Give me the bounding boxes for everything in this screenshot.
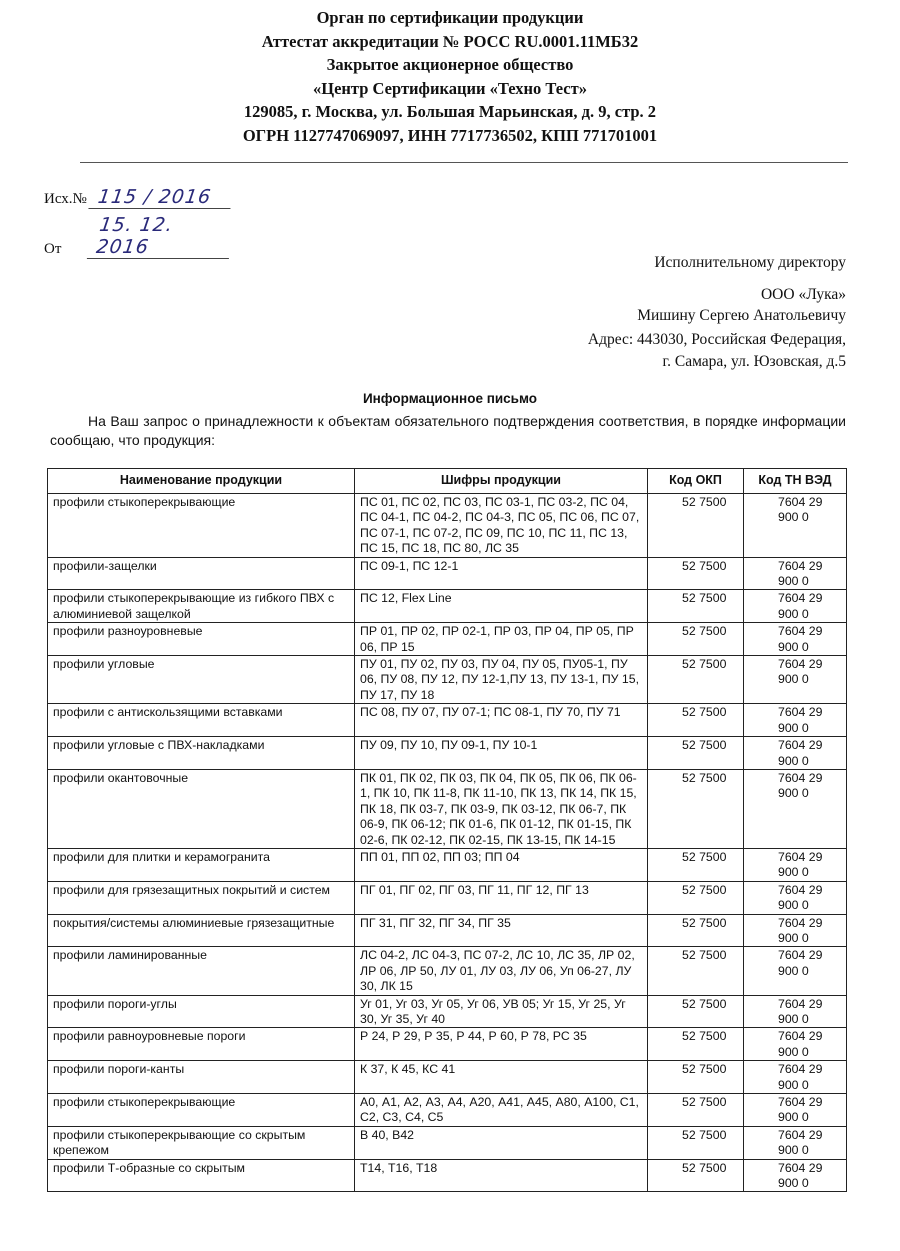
product-name-cell: профили пороги-углы <box>48 995 355 1028</box>
product-name-cell: профили угловые <box>48 656 355 704</box>
product-codes-cell: ПК 01, ПК 02, ПК 03, ПК 04, ПК 05, ПК 06, ПК 06-1, ПК 10, ПК 11-8, ПК 11-10, ПК 13, ПК 14, ПК 15, ПК 18, ПК 03-7, ПК 03-9, ПК 03-12, ПК 06-7, ПК 06-9, ПК 06-12; ПК 01-6, ПК 01-12, ПК 01-15, ПК 02-6, ПК 02-12, ПК 02-15, ПК 13-15, ПК 14-15 <box>355 769 648 848</box>
tnved-code-cell: 7604 29 900 0 <box>744 1061 847 1094</box>
okp-code-cell: 52 7500 <box>648 1159 744 1192</box>
letterhead-line: Аттестат аккредитации № РОСС RU.0001.11МБ32 <box>261 31 639 51</box>
product-codes-cell: Т14, Т16, Т18 <box>355 1159 648 1192</box>
okp-code-cell: 52 7500 <box>648 737 744 770</box>
column-header: Код ОКП <box>648 469 744 494</box>
product-codes-cell: ПУ 01, ПУ 02, ПУ 03, ПУ 04, ПУ 05, ПУ05-1, ПУ 06, ПУ 08, ПУ 12, ПУ 12-1,ПУ 13, ПУ 13-1, ПУ 15, ПУ 17, ПУ 18 <box>355 656 648 704</box>
product-name-cell: профили для грязезащитных покрытий и систем <box>48 881 355 914</box>
tnved-code-cell: 7604 29 900 0 <box>744 881 847 914</box>
okp-code-cell: 52 7500 <box>648 1028 744 1061</box>
product-name-cell: профили окантовочные <box>48 769 355 848</box>
product-codes-cell: В 40, В42 <box>355 1126 648 1159</box>
product-name-cell: профили стыкоперекрывающие из гибкого ПВХ с алюминиевой защелкой <box>48 590 355 623</box>
tnved-code-cell: 7604 29 900 0 <box>744 1126 847 1159</box>
product-name-cell: профили стыкоперекрывающие со скрытым крепежом <box>48 1126 355 1159</box>
okp-code-cell: 52 7500 <box>648 848 744 881</box>
tnved-code-cell: 7604 29 900 0 <box>744 557 847 590</box>
table-header-row <box>48 469 847 494</box>
tnved-code-cell: 7604 29 900 0 <box>744 995 847 1028</box>
okp-code-cell: 52 7500 <box>648 557 744 590</box>
table-row <box>48 737 847 770</box>
column-header: Шифры продукции <box>355 469 648 494</box>
product-codes-cell: ПУ 09, ПУ 10, ПУ 09-1, ПУ 10-1 <box>355 737 648 770</box>
okp-code-cell: 52 7500 <box>648 1126 744 1159</box>
table-row <box>48 848 847 881</box>
letterhead <box>0 6 900 147</box>
outgoing-number-value: 115 / 2016 <box>88 186 233 209</box>
tnved-code-cell: 7604 29 900 0 <box>744 656 847 704</box>
letterhead-line: ОГРН 1127747069097, ИНН 7717736502, КПП 771701001 <box>242 125 658 145</box>
product-name-cell: профили пороги-канты <box>48 1061 355 1094</box>
table-row <box>48 1126 847 1159</box>
outgoing-date-value: 15. 12. 2016 <box>87 214 235 259</box>
product-codes-cell: ПГ 01, ПГ 02, ПГ 03, ПГ 11, ПГ 12, ПГ 13 <box>355 881 648 914</box>
product-codes-cell: Уг 01, Уг 03, Уг 05, Уг 06, УВ 05; Уг 15, Уг 25, Уг 30, Уг 35, Уг 40 <box>355 995 648 1028</box>
products-table <box>47 468 847 1192</box>
table-row <box>48 995 847 1028</box>
table-row <box>48 947 847 995</box>
table-row <box>48 769 847 848</box>
product-codes-cell: ПС 12, Flex Line <box>355 590 648 623</box>
okp-code-cell: 52 7500 <box>648 1094 744 1127</box>
recipient-position: Исполнительному директору <box>654 254 846 271</box>
table-row <box>48 557 847 590</box>
okp-code-cell: 52 7500 <box>648 704 744 737</box>
column-header: Наименование продукции <box>48 469 355 494</box>
product-name-cell: профили стыкоперекрывающие <box>48 1094 355 1127</box>
product-codes-cell: ПР 01, ПР 02, ПР 02-1, ПР 03, ПР 04, ПР 05, ПР 06, ПР 15 <box>355 623 648 656</box>
table-row <box>48 881 847 914</box>
okp-code-cell: 52 7500 <box>648 769 744 848</box>
recipient-name: Мишину Сергею Анатольевичу <box>637 307 846 324</box>
okp-code-cell: 52 7500 <box>648 914 744 947</box>
outgoing-date <box>44 214 232 259</box>
tnved-code-cell: 7604 29 900 0 <box>744 848 847 881</box>
okp-code-cell: 52 7500 <box>648 623 744 656</box>
recipient-address-line: Адрес: 443030, Российская Федерация, <box>587 331 846 348</box>
table-row <box>48 590 847 623</box>
table-row <box>48 494 847 558</box>
outgoing-date-label: От <box>44 241 62 257</box>
table-row <box>48 1028 847 1061</box>
outgoing-number-label: Исх.№ <box>44 191 87 207</box>
table-row <box>48 623 847 656</box>
tnved-code-cell: 7604 29 900 0 <box>744 769 847 848</box>
letter-intro: На Ваш запрос о принадлежности к объектам обязательного подтверждения соответствия, в порядке информации сообщаю, что продукция: <box>50 413 846 448</box>
okp-code-cell: 52 7500 <box>648 656 744 704</box>
product-codes-cell: ПС 01, ПС 02, ПС 03, ПС 03-1, ПС 03-2, ПС 04, ПС 04-1, ПС 04-2, ПС 04-3, ПС 05, ПС 06, ПС 07, ПС 07-1, ПС 07-2, ПС 09, ПС 10, ПС 11, ПС 13, ПС 15, ПС 18, ПС 80, ЛС 35 <box>355 494 648 558</box>
table-row <box>48 1094 847 1127</box>
product-name-cell: профили угловые с ПВХ-накладками <box>48 737 355 770</box>
okp-code-cell: 52 7500 <box>648 590 744 623</box>
recipient-company: ООО «Лука» <box>760 286 846 303</box>
product-codes-cell: ПС 09-1, ПС 12-1 <box>355 557 648 590</box>
table-row <box>48 914 847 947</box>
letter-title: Информационное письмо <box>362 391 538 406</box>
product-codes-cell: ПП 01, ПП 02, ПП 03; ПП 04 <box>355 848 648 881</box>
product-codes-cell: Р 24, Р 29, Р 35, Р 44, Р 60, Р 78, РС 35 <box>355 1028 648 1061</box>
tnved-code-cell: 7604 29 900 0 <box>744 947 847 995</box>
product-name-cell: профили равноуровневые пороги <box>48 1028 355 1061</box>
tnved-code-cell: 7604 29 900 0 <box>744 1159 847 1192</box>
letterhead-line: Орган по сертификации продукции <box>316 8 584 27</box>
product-name-cell: профили разноуровневые <box>48 623 355 656</box>
header-divider <box>80 162 848 163</box>
okp-code-cell: 52 7500 <box>648 995 744 1028</box>
product-codes-cell: А0, А1, А2, А3, А4, А20, А41, А45, А80, А100, С1, С2, С3, С4, С5 <box>355 1094 648 1127</box>
letterhead-line: Закрытое акционерное общество <box>326 55 574 74</box>
product-codes-cell: К 37, К 45, КС 41 <box>355 1061 648 1094</box>
product-name-cell: профили-защелки <box>48 557 355 590</box>
table-row <box>48 704 847 737</box>
product-name-cell: профили ламинированные <box>48 947 355 995</box>
table-row <box>48 1159 847 1192</box>
tnved-code-cell: 7604 29 900 0 <box>744 494 847 558</box>
tnved-code-cell: 7604 29 900 0 <box>744 704 847 737</box>
outgoing-number <box>44 186 232 209</box>
product-codes-cell: ЛС 04-2, ЛС 04-3, ПС 07-2, ЛС 10, ЛС 35, ЛР 02, ЛР 06, ЛР 50, ЛУ 01, ЛУ 03, ЛУ 06, Уп 06-27, ЛУ 30, ЛК 15 <box>355 947 648 995</box>
tnved-code-cell: 7604 29 900 0 <box>744 1094 847 1127</box>
product-name-cell: профили с антискользящими вставками <box>48 704 355 737</box>
product-name-cell: покрытия/системы алюминиевые грязезащитные <box>48 914 355 947</box>
product-name-cell: профили для плитки и керамогранита <box>48 848 355 881</box>
okp-code-cell: 52 7500 <box>648 881 744 914</box>
tnved-code-cell: 7604 29 900 0 <box>744 623 847 656</box>
table-row <box>48 656 847 704</box>
tnved-code-cell: 7604 29 900 0 <box>744 590 847 623</box>
product-name-cell: профили стыкоперекрывающие <box>48 494 355 558</box>
letterhead-line: 129085, г. Москва, ул. Большая Марьинская, д. 9, стр. 2 <box>243 102 657 121</box>
tnved-code-cell: 7604 29 900 0 <box>744 914 847 947</box>
okp-code-cell: 52 7500 <box>648 947 744 995</box>
column-header: Код ТН ВЭД <box>744 469 847 494</box>
product-name-cell: профили Т-образные со скрытым <box>48 1159 355 1192</box>
okp-code-cell: 52 7500 <box>648 1061 744 1094</box>
product-codes-cell: ПГ 31, ПГ 32, ПГ 34, ПГ 35 <box>355 914 648 947</box>
okp-code-cell: 52 7500 <box>648 494 744 558</box>
product-codes-cell: ПС 08, ПУ 07, ПУ 07-1; ПС 08-1, ПУ 70, ПУ 71 <box>355 704 648 737</box>
tnved-code-cell: 7604 29 900 0 <box>744 1028 847 1061</box>
tnved-code-cell: 7604 29 900 0 <box>744 737 847 770</box>
recipient-address-line: г. Самара, ул. Юзовская, д.5 <box>662 353 846 370</box>
letterhead-line: «Центр Сертификации «Техно Тест» <box>313 78 587 98</box>
table-row <box>48 1061 847 1094</box>
